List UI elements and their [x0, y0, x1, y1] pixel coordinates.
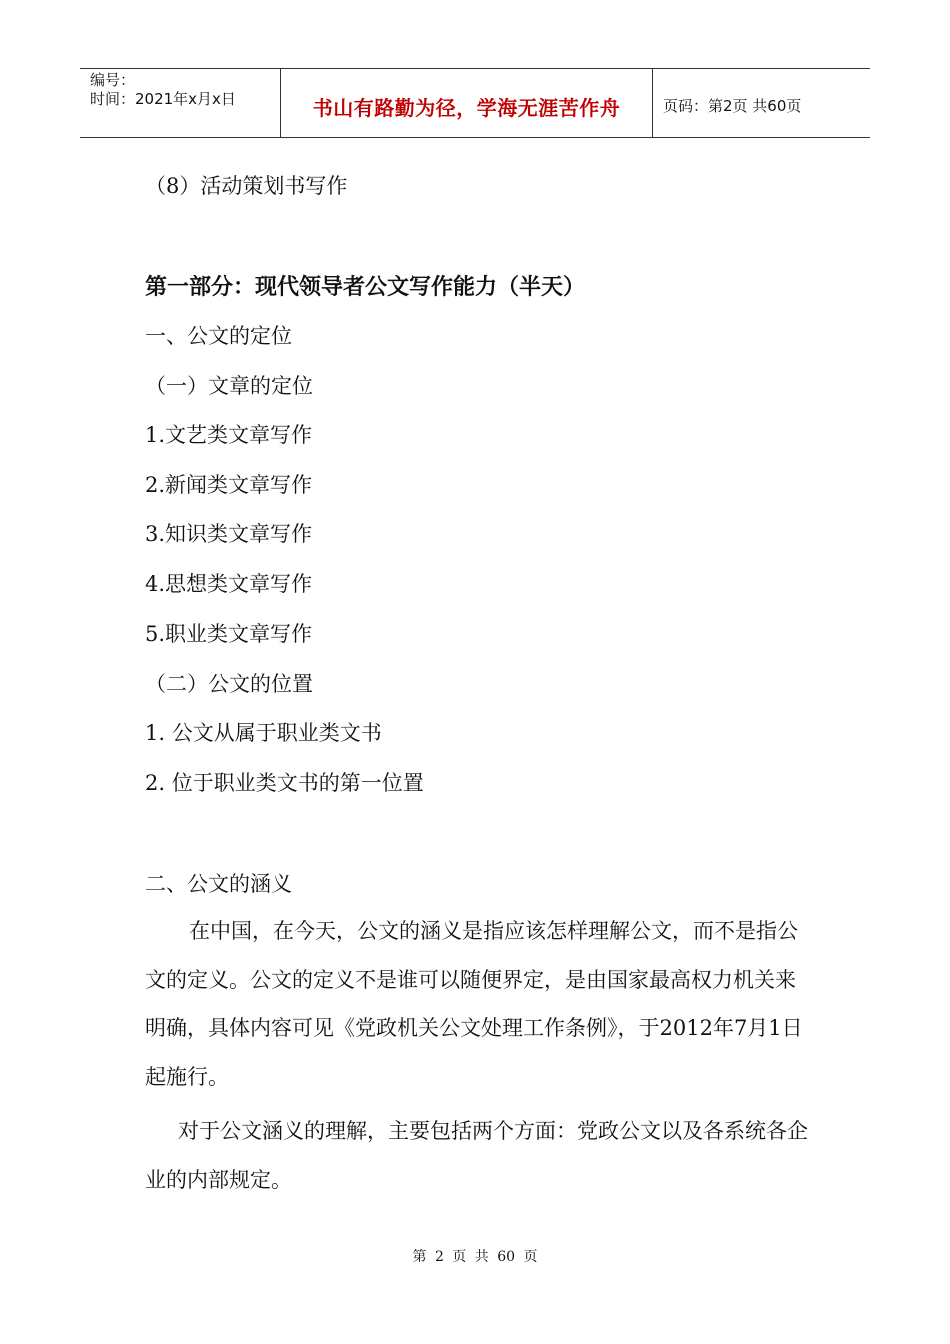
document-date-label: 时间：2021年x月x日	[90, 90, 236, 108]
position-item-2: 2. 位于职业类文书的第一位置	[145, 771, 424, 795]
section-heading-1: 一、公文的定位	[145, 324, 292, 348]
list-item-3: 3.知识类文章写作	[145, 522, 313, 546]
header-motto: 书山有路勤为径，学海无涯苦作舟	[281, 69, 653, 137]
part-heading: 第一部分：现代领导者公文写作能力（半天）	[145, 275, 586, 300]
list-item-8: （8）活动策划书写作	[145, 174, 348, 198]
page-header	[80, 68, 870, 138]
document-number-label: 编号：	[90, 71, 136, 89]
header-left-cell	[80, 69, 281, 137]
body-paragraph-2: 对于公文涵义的理解，主要包括两个方面：党政公文以及各系统各企业的内部规定。	[145, 1119, 808, 1192]
list-item-5: 5.职业类文章写作	[145, 622, 313, 646]
body-paragraph-1: 在中国，在今天，公文的涵义是指应该怎样理解公文，而不是指公文的定义。公文的定义不是谁可以随便界定，是由国家最高权力机关来明确，具体内容可见《党政机关公文处理工作条例》，于2012年7月1日起施行。	[145, 919, 803, 1089]
list-item-4: 4.思想类文章写作	[145, 572, 313, 596]
header-page-info: 页码：第2页 共60页	[663, 96, 802, 115]
subsection-heading-1: （一）文章的定位	[145, 374, 313, 398]
page-footer: 第 2 页 共 60 页	[412, 1249, 538, 1265]
subsection-heading-2: （二）公文的位置	[145, 672, 313, 696]
position-item-1: 1. 公文从属于职业类文书	[145, 721, 382, 745]
section-heading-2: 二、公文的涵义	[145, 872, 292, 896]
list-item-1: 1.文艺类文章写作	[145, 423, 313, 447]
list-item-2: 2.新闻类文章写作	[145, 473, 313, 497]
